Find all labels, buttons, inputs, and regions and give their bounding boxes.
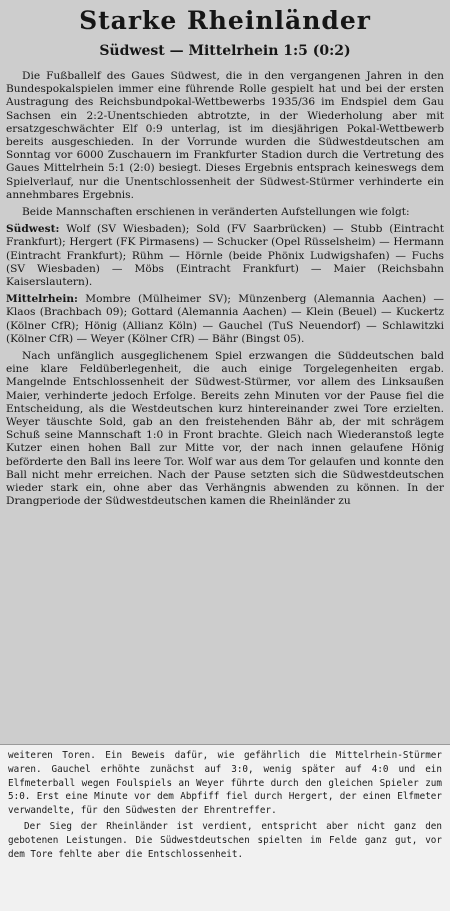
article-headline: Starke Rheinländer: [79, 6, 371, 35]
intro-paragraph: Die Fußballelf des Gaues Südwest, die in den vergangenen Jahren in den Bundespokalspielen immer eine führende Rolle gespielt hat und bei der ersten Austragung des Reichsbundpokal-Wettbewerbs 1935/36 im Endspiel dem Gau Sachsen ein 2:2-Unentschieden abtrotzte, in der Wiederholung aber mit ersatzgeschwächter Elf 0:9 unterlag, ist im diesjährigen Pokal-Wettbewerb bereits ausgeschieden. In der Vorrunde wurden die Südwestdeutschen am Sonntag vor 6000 Zuschauern im Frankfurter Stadion durch die Vertretung des Gaues Mittelrhein 5:1 (2:0) besiegt. Dieses Ergebnis entsprach keineswegs dem Spielverlauf, nur die Unentschlossenheit der Südwest-Stürmer verhinderte ein annehmbares Ergebnis.: [6, 70, 444, 201]
match-report-paragraph: Nach unfänglich ausgeglichenem Spiel erzwangen die Süddeutschen bald eine klare Feldüberlegenheit, die auch einige Torgelegenheiten ergab. Mangelnde Entschlossenheit der Südwest-Stürmer, vor allem des Linksaußen Maier, verhinderte jedoch Erfolge. Bereits zehn Minuten vor der Pause fiel die Entscheidung, als die Westdeutschen kurz hintereinander zwei Tore erzielten. Weyer täuschte Sold, gab an den freistehenden Bähr ab, der mit schrägem Schuß seine Mannschaft 1:0 in Front brachte. Gleich nach Wiederanstoß legte Kutzer einen hohen Ball zur Mitte vor, der nach innen gelaufene Hönig beförderte den Ball ins leere Tor. Wolf war aus dem Tor gelaufen und konnte den Ball nicht mehr erreichen. Nach der Pause setzten sich die Südwestdeutschen wieder stark ein, ohne aber das Verhängnis abwenden zu können. In der Drangperiode der Südwestdeutschen kamen die Rheinländer zu: [6, 350, 444, 508]
mittelrhein-players: Mombre (Mülheimer SV); Münzenberg (Alemannia Aachen) — Klaos (Brachbach 09); Gottard (Alemannia Aachen) — Klein (Beuel) — Kuckertz (Kölner CfR); Hönig (Allianz Köln) — Gauchel (TuS Neuendorf) — Schlawitzki (Kölner CfR) — Weyer (Kölner CfR) — Bähr (Bingst 05).: [6, 293, 444, 345]
mittelrhein-lineup: [6, 293, 444, 346]
article-continuation-clipping: [0, 744, 450, 911]
match-result-subhead: Südwest — Mittelrhein 1:5 (0:2): [99, 43, 351, 59]
suedwest-label: Südwest:: [6, 223, 60, 236]
suedwest-lineup: [6, 223, 444, 289]
continuation-paragraph-2: Der Sieg der Rheinländer ist verdient, entspricht aber nicht ganz den gebotenen Leistungen. Die Südwestdeutschen spielten im Felde ganz gut, vor dem Tore fehlte aber die Entschlossenheit.: [8, 820, 442, 860]
continuation-paragraph-1: weiteren Toren. Ein Beweis dafür, wie gefährlich die Mittelrhein-Stürmer waren. Gauchel erhöhte zunächst auf 3:0, wenig später auf 4:0 und ein Elfmeterball wegen Foulspiels an Weyer führte durch den gleichen Spieler zum 5:0. Erst eine Minute vor dem Abpfiff fiel durch Hergert, der einen Elfmeter verwandelte, für den Südwesten der Ehrentreffer.: [8, 750, 442, 817]
suedwest-players: Wolf (SV Wiesbaden); Sold (FV Saarbrücken) — Stubb (Eintracht Frankfurt); Hergert (FK Pirmasens) — Schucker (Opel Rüsselsheim) — Hermann (Eintracht Frankfurt); Rühm — Hörnle (beide Phönix Ludwigshafen) — Fuchs (SV Wiesbaden) — Möbs (Eintracht Frankfurt) — Maier (Reichsbahn Kaiserslautern).: [6, 223, 444, 289]
lineup-intro: Beide Mannschaften erschienen in veränderten Aufstellungen wie folgt:: [22, 206, 410, 219]
mittelrhein-label: Mittelrhein:: [6, 293, 78, 306]
